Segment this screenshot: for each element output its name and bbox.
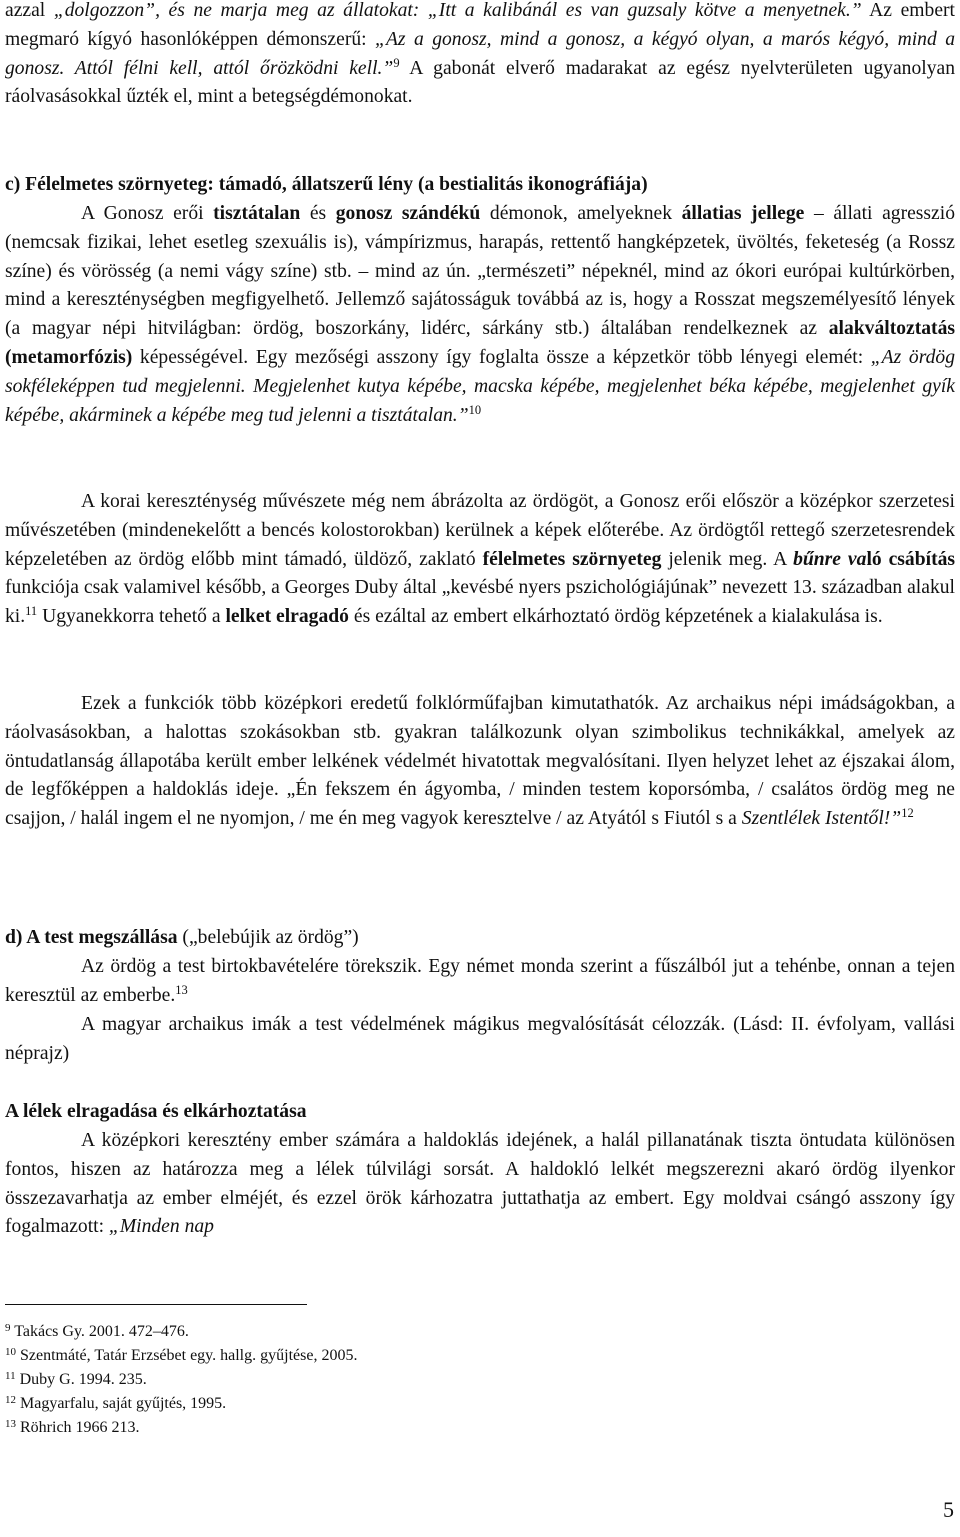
footnote-ref-12: 12: [901, 806, 914, 821]
section-heading-c: c) Félelmetes szörnyeteg: támadó, állatszerű lény (a bestialitás ikonográfiája): [5, 174, 648, 195]
paragraph-body-possession: Az ördög a test birtokbavételére törekszik. Egy német monda szerint a fűszálból jut a tehénbe, onnan a tejen keresztül az emberbe.$^{13}$: [5, 956, 955, 1006]
paragraph-dying-moment: A középkori keresztény ember számára a haldoklás idejének, a halál pillanatának tiszta öntudata különösen fontos, hiszen az határozza meg a lélek túlvilági sorsát. A haldokló lelkét megszerezni akaró ördög ilyenkor összezavarhatja az ember elméjét, és ezzel örök kárhozatra juttathatja az embert. Egy moldvai csángó asszony így fogalmazott: „Minden nap: [5, 1130, 955, 1238]
footnote: $^{10}$ Szentmáté, Tatár Erzsébet egy. hallg. gyűjtése, 2005.: [5, 1346, 358, 1364]
footnote: $^{11}$ Duby G. 1994. 235.: [5, 1370, 147, 1388]
footnote: $^{13}$ Röhrich 1966 213.: [5, 1418, 140, 1436]
footnote-ref-9: 9: [393, 55, 400, 70]
footnote-ref-13: 13: [175, 982, 188, 997]
page-number: 5: [943, 1497, 954, 1522]
footnotes: [5, 1320, 605, 1440]
footnote: $^{12}$ Magyarfalu, saját gyűjtés, 1995.: [5, 1394, 227, 1412]
paragraph-folklore-genres: Ezek a funkciók több középkori eredetű folklórműfajban kimutathatók. Az archaikus népi imádságokban, a ráolvasásokban, a halottas szokásokban stb. gyakran találkozunk olyan szimbolikus technikákkal, amelyek az öntudatlanság állapotába került ember lelkének védelmét hivatottak megvalósítani. Ilyen helyzet lehet az éjszakai álom, de legfőképpen a haldoklás ideje. „Én fekszem én ágyomba, / minden testem koporsómba, / csalátos ördög meg ne csajjon, / halál ingem el ne nyomjon, / me én meg vagyok keresztelve / az Atyától s Fiutól s a Szentlélek Istentől!”$^{12}$: [5, 693, 955, 830]
section-heading-d: d) A test megszállása („belebújik az ördög”): [5, 927, 359, 948]
footnote-separator: [5, 1304, 307, 1305]
footnote-ref-10: 10: [468, 402, 482, 417]
paragraph-early-christianity: A korai kereszténység művészete még nem ábrázolta az ördögöt, a Gonosz erői először a középkor szerzetesi művészetében (mindenekelőtt a bencés kolostorokban) kerülnek a képek előterébe. Az ördögtől rettegő szerzetesrendek képzeletében az ördög előbb mint támadó, üldöző, zaklató félelmetes szörnyeteg jelenik meg. A bűnre való csábítás funkciója csak valamivel később, a Georges Duby által „kevésbé nyers pszichológiájúnak” nevezett 13. században alakul ki.$^{11}$ Ugyanekkorra tehető a lelket elragadó és ezáltal az embert elkárhoztató ördög képzetének a kialakulása is.: [5, 491, 956, 628]
paragraph-evil-forces: A Gonosz erői tisztátalan és gonosz szándékú démonok, amelyeknek állatias jellege – állati agresszió (nemcsak fizikai, lehet esetleg szexuális is), vámpírizmus, harapás, rettentő hangképzetek, üvöltés, feketeség (a Rossz színe) és vörösség (a nemi vágy színe) stb. – mind az ún. „természeti” népeknél, mind az ókori európai kultúrkörben, mind a kereszténységben megfigyelhető. Jellemző sajátosságuk továbbá az is, hogy a Rosszat megszemélyesítő lények (a magyar népi hitvilágban: ördög, boszorkány, lidérc, sárkány stb.) általában rendelkeznek az alakváltoztatás (metamorfózis) képességével. Egy mezőségi asszony így foglalta össze a képzetkör több lényegi elemét: „Az ördög sokféleképpen tud megjelenni. Megjelenhet kutya képébe, macska képébe, megjelenhet béka képébe, megjelenhet gyík képébe, akárminek a képébe meg tud jelenni a tisztátalan.”$^{10}$: [5, 203, 955, 426]
paragraph-animals-and-snakes: azzal „dolgozzon”, és ne marja meg az állatokat: „Itt a kalibánál es van guzsaly kötve a menyetnek.” Az embert megmaró kígyó hasonlóképpen démonszerű: „Az a gonosz, mind a gonosz, a kégyó olyan, a marós kégyó, mind a gonosz. Attól félni kell, attól őrözködni kell.”$^9$ A gabonát elverő madarakat az egész nyelvterületen ugyanolyan ráolvasásokkal űzték el, mint a betegségdémonokat.: [5, 0, 955, 108]
paragraph-archaic-prayers: A magyar archaikus imák a test védelmének mágikus megvalósítását célozzák. (Lásd: II. évfolyam, vallási néprajz): [5, 1014, 955, 1064]
section-heading-soul: A lélek elragadása és elkárhoztatása: [5, 1101, 307, 1122]
footnote-ref-11: 11: [25, 604, 38, 619]
footnote: $^9$ Takács Gy. 2001. 472–476.: [5, 1322, 189, 1340]
